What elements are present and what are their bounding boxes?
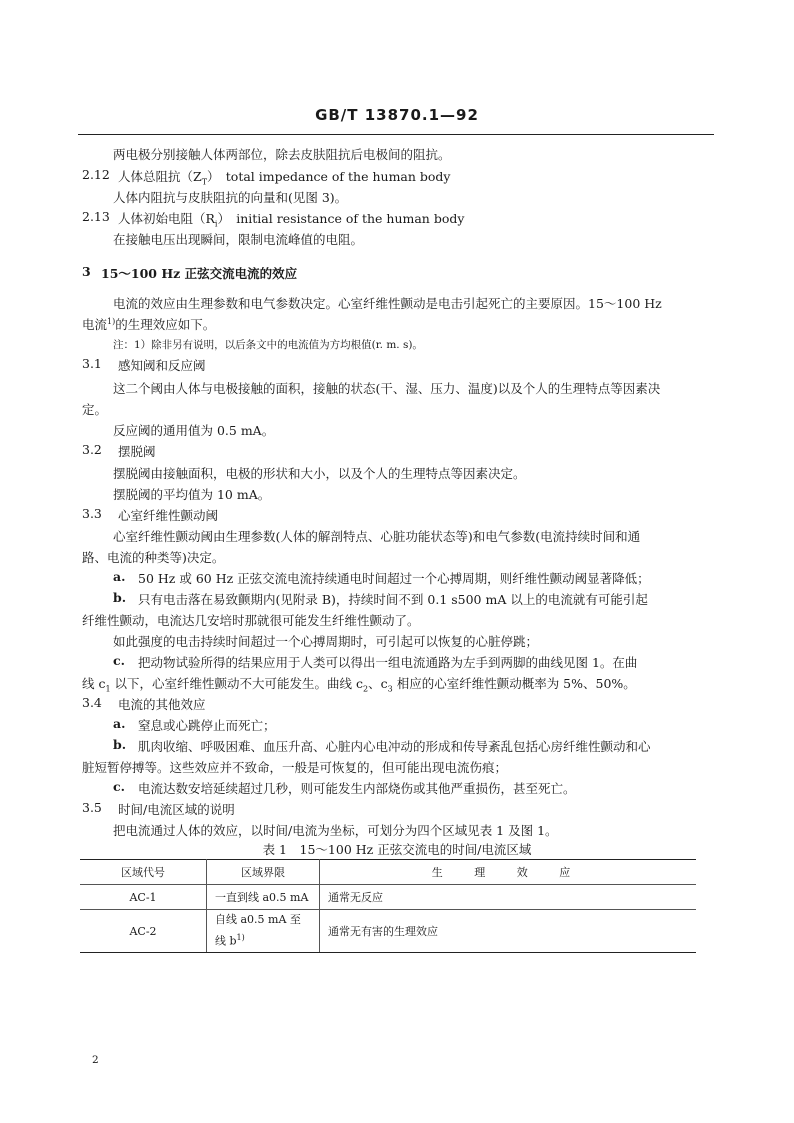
clause-title: 摆脱阈 (118, 444, 156, 459)
paragraph-line: 纤维性颤动，电流达几安培时那就很可能发生纤维性颤动了。 (82, 613, 420, 628)
clause-title: 心室纤维性颤动阈 (118, 508, 219, 523)
clause-number: 3.3 (82, 506, 102, 521)
clause-number: 2.12 (82, 167, 110, 182)
column-header: 区域界限 (207, 860, 320, 885)
paragraph-line: 线 $c_1$ 以下，心室纤维性颤动不大可能发生。曲线 $c_2$、$c_3$ 相应的心室纤维性颤动概率为 5%、50%。 (82, 676, 636, 694)
paragraph-line: 人体内阻抗与皮肤阻抗的向量和(见图 3)。 (113, 190, 348, 205)
list-item: 把动物试验所得的结果应用于人类可以得出一组电流通路为左手到两脚的曲线见图 1。在曲 (138, 655, 638, 670)
list-marker: a. (113, 716, 126, 731)
list-marker: a. (113, 569, 126, 584)
clause-title: 电流的其他效应 (118, 697, 206, 712)
header-rule (78, 134, 714, 135)
table-header-row (80, 860, 696, 885)
list-item: 50 Hz 或 60 Hz 正弦交流电流持续通电时间超过一个心搏周期，则纤维性颤动阈显著降低； (138, 571, 650, 586)
clause-number: 3.2 (82, 442, 102, 457)
table-row (80, 885, 696, 910)
clause-number: 3.5 (82, 800, 102, 815)
paragraph-line: 摆脱阈由接触面积，电极的形状和大小，以及个人的生理特点等因素决定。 (113, 466, 526, 481)
paragraph-line: 这二个阈由人体与电极接触的面积，接触的状态(干、湿、压力、温度)以及个人的生理特点等因素决 (113, 381, 661, 396)
paragraph-line: 两电极分别接触人体两部位，除去皮肤阻抗后电极间的阻抗。 (113, 147, 451, 162)
paragraph-line: 电流$^{1)}$的生理效应如下。 (82, 316, 216, 332)
clause-title: 感知阈和反应阈 (118, 358, 206, 373)
clause-title: 人体初始电阻$(R_i)$ initial resistance of the human body (118, 211, 465, 229)
list-item: 窒息或心跳停止而死亡； (138, 718, 276, 733)
paragraph-line: 脏短暂停搏等。这些效应并不致命，一般是可恢复的，但可能出现电流伤痕； (82, 760, 508, 775)
table-row (80, 910, 696, 953)
paragraph-line: 反应阈的通用值为 0.5 mA。 (113, 423, 275, 438)
list-marker: b. (113, 737, 127, 752)
list-marker: c. (113, 653, 125, 668)
paragraph-line: 把电流通过人体的效应，以时间/电流为坐标，可划分为四个区域见表 1 及图 1。 (113, 823, 558, 838)
clause-title: 时间/电流区域的说明 (118, 802, 235, 817)
list-item: 电流达数安培延续超过几秒，则可能发生内部烧伤或其他严重损伤，甚至死亡。 (138, 781, 576, 796)
table-caption: 表 1 15～100 Hz 正弦交流电的时间/电流区域 (262, 842, 532, 857)
footnote: 注：1）除非另有说明，以后条文中的电流值为方均根值(r. m. s)。 (113, 339, 423, 351)
clause-number: 3.4 (82, 695, 102, 710)
section-title: 15～100 Hz 正弦交流电流的效应 (101, 266, 298, 281)
paragraph-line: 心室纤维性颤动阈由生理参数(人体的解剖特点、心脏功能状态等)和电气参数(电流持续时间和通 (113, 529, 641, 544)
zone-code-cell: AC-2 (80, 910, 207, 953)
paragraph-line: 摆脱阈的平均值为 10 mA。 (113, 487, 271, 502)
clause-title: 人体总阻抗$(Z_T)$ total impedance of the human body (118, 169, 451, 187)
paragraph-line: 如此强度的电击持续时间超过一个心搏周期时，可引起可以恢复的心脏停跳； (113, 634, 539, 649)
standard-code-header: GB/T 13870.1—92 (315, 106, 479, 124)
clause-number: 2.13 (82, 209, 110, 224)
list-item: 肌肉收缩、呼吸困难、血压升高、心脏内心电冲动的形成和传导紊乱包括心房纤维性颤动和心 (138, 739, 651, 754)
zone-limit-cell: 一直到线 a0.5 mA (207, 885, 320, 910)
zone-limit-cell: 自线 a0.5 mA 至线 $b^{1)}$ (207, 910, 320, 953)
zone-effect-cell: 通常无有害的生理效应 (320, 910, 697, 953)
list-marker: c. (113, 779, 125, 794)
zone-effect-cell: 通常无反应 (320, 885, 697, 910)
clause-number: 3.1 (82, 356, 102, 371)
paragraph-line: 定。 (82, 402, 108, 417)
list-marker: b. (113, 590, 127, 605)
time-current-zone-table (80, 859, 696, 953)
page-number: 2 (92, 1054, 99, 1066)
paragraph-line: 电流的效应由生理参数和电气参数决定。心室纤维性颤动是电击引起死亡的主要原因。15～100 Hz (113, 296, 662, 311)
column-header: 区域代号 (80, 860, 207, 885)
section-number: 3 (82, 264, 91, 279)
zone-code-cell: AC-1 (80, 885, 207, 910)
list-item: 只有电击落在易致颤期内(见附录 B)，持续时间不到 0.1 s500 mA 以上的电流就有可能引起 (138, 592, 648, 607)
paragraph-line: 在接触电压出现瞬间，限制电流峰值的电阻。 (113, 232, 364, 247)
column-header: 生 理 效 应 (320, 860, 697, 885)
paragraph-line: 路、电流的种类等)决定。 (82, 550, 225, 565)
